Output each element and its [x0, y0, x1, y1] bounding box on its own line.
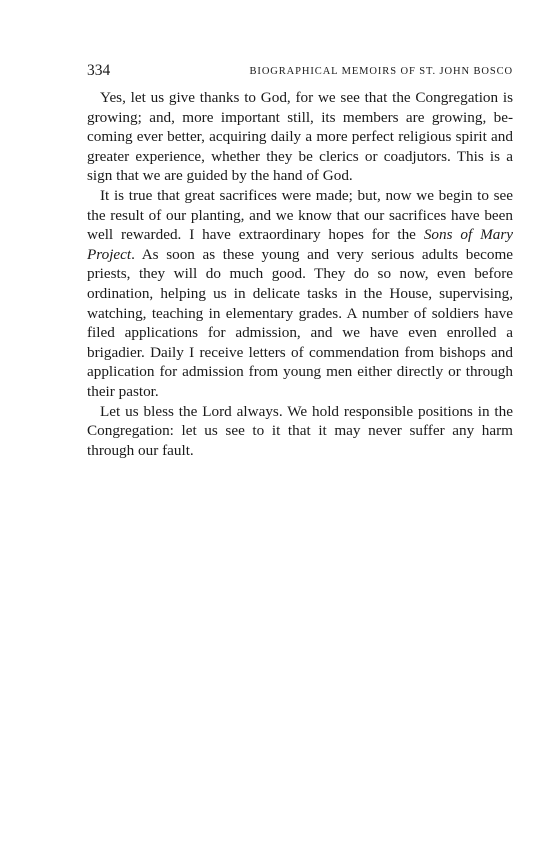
- running-title: BIOGRAPHICAL MEMOIRS OF ST. JOHN BOSCO: [249, 66, 513, 77]
- sons-of-mary-project-title: Sons of Mary Project: [87, 226, 513, 263]
- body-text: [87, 88, 513, 460]
- running-head: [87, 60, 513, 82]
- paragraph-1: Yes, let us give thanks to God, for we see that the Congregation is growing; and, more important still, its members are growing, becoming ever better, acquiring daily a more perfect religious spirit and greater experience, whether they be clerics or coadjutors. This is a sign that we are guided by the hand of God.: [87, 89, 513, 185]
- paragraph-2: [87, 186, 513, 402]
- paragraph-3: Let us bless the Lord always. We hold responsible positions in the Congregation: let us see to it that it may never suffer any harm through our fault.: [87, 402, 513, 459]
- paragraph-2-text-end: . As soon as these young and very serious adults become priests, they will do much good. They do so now, even before ordination, helping us in delicate tasks in the House, supervising, watching, teaching in elementary grades. A number of soldiers have filed applications for admission, and we have even enrolled a brigadier. Daily I receive letters of commendation from bishops and application for admission from young men either directly or through their pastor.: [87, 245, 513, 400]
- book-page: [87, 60, 513, 460]
- page-number: 334: [87, 62, 111, 79]
- paragraph-2-text-start: It is true that great sacrifices were made; but, now we begin to see the result of our planting, and we know that our sacrifices have been well rewarded. I have extraordinary hopes for the: [87, 186, 513, 244]
